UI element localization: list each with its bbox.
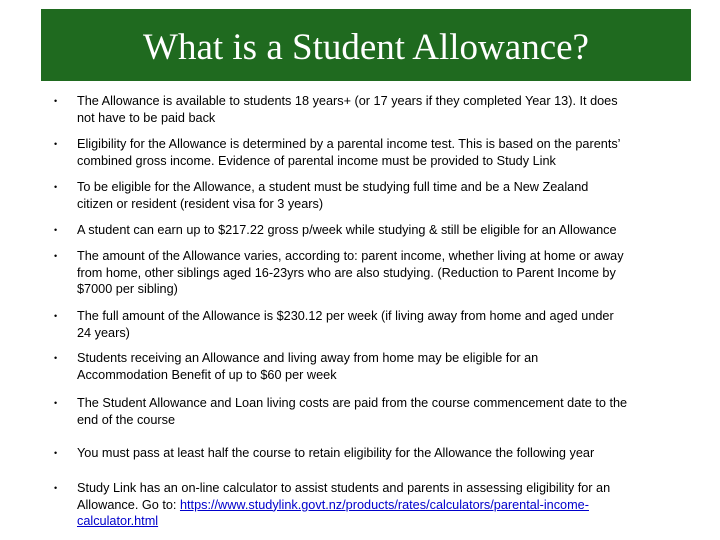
bullet-line: The Student Allowance and Loan living costs are paid from the course commencement date to the — [77, 396, 628, 410]
bullet-marker: • — [54, 251, 58, 261]
bullet-marker: • — [54, 398, 58, 408]
bullet-line: The full amount of the Allowance is $230.12 per week (if living away from home and aged under — [77, 309, 614, 323]
bullet-text — [77, 308, 689, 341]
bullet-marker: • — [54, 182, 58, 192]
calculator-link-continued[interactable]: calculator.html — [77, 514, 159, 529]
bullet-line: The amount of the Allowance varies, according to: parent income, whether living at home or away — [77, 249, 624, 263]
bullet-line: Accommodation Benefit of up to $60 per week — [77, 367, 337, 382]
bullet-line: The Allowance is available to students 18 years+ (or 17 years if they completed Year 13). It does — [77, 94, 618, 108]
bullet-line: Eligibility for the Allowance is determined by a parental income test. This is based on the parents’ — [77, 137, 621, 151]
bullet-text — [77, 395, 689, 428]
bullet-marker: • — [54, 353, 58, 363]
bullet-line: $7000 per sibling) — [77, 282, 178, 297]
bullet-marker: • — [54, 311, 58, 321]
bullet-line: To be eligible for the Allowance, a student must be studying full time and be a New Zealand — [77, 180, 589, 194]
bullet-text — [77, 248, 689, 298]
bullet-text — [77, 222, 689, 239]
bullet-line — [77, 513, 689, 530]
bullet-line: A student can earn up to $217.22 gross p/week while studying & still be eligible for an Allowance — [77, 223, 617, 237]
bullet-text — [77, 136, 689, 169]
bullet-line: citizen or resident (resident visa for 3 years) — [77, 196, 324, 211]
bullet-line: Study Link has an on-line calculator to assist students and parents in assessing eligibility for an — [77, 481, 611, 495]
bullet-text — [77, 445, 689, 462]
bullet-marker: • — [54, 96, 58, 106]
bullet-marker: • — [54, 448, 58, 458]
bullet-line — [77, 497, 689, 514]
bullet-line: 24 years) — [77, 325, 130, 340]
bullet-text — [77, 93, 689, 126]
slide-title: What is a Student Allowance? — [143, 27, 589, 68]
bullet-text — [77, 179, 689, 212]
bullet-line: not have to be paid back — [77, 110, 216, 125]
bullet-line: Students receiving an Allowance and living away from home may be eligible for an — [77, 351, 539, 365]
calculator-link[interactable]: https://www.studylink.govt.nz/products/rates/calculators/parental-income- — [179, 497, 589, 512]
bullet-line: end of the course — [77, 412, 176, 427]
bullet-text — [77, 350, 689, 383]
bullet-marker: • — [54, 225, 58, 235]
bullet-marker: • — [54, 483, 58, 493]
bullet-marker: • — [54, 139, 58, 149]
bullet-line: from home, other siblings aged 16-23yrs who are also studying. (Reduction to Parent Income by — [77, 265, 616, 280]
bullet-text — [77, 480, 689, 530]
bullet-line: combined gross income. Evidence of parental income must be provided to Study Link — [77, 153, 556, 168]
bullet-line: You must pass at least half the course to retain eligibility for the Allowance the following year — [77, 446, 595, 460]
bullet-line-prefix: Allowance. Go to: — [77, 497, 180, 512]
